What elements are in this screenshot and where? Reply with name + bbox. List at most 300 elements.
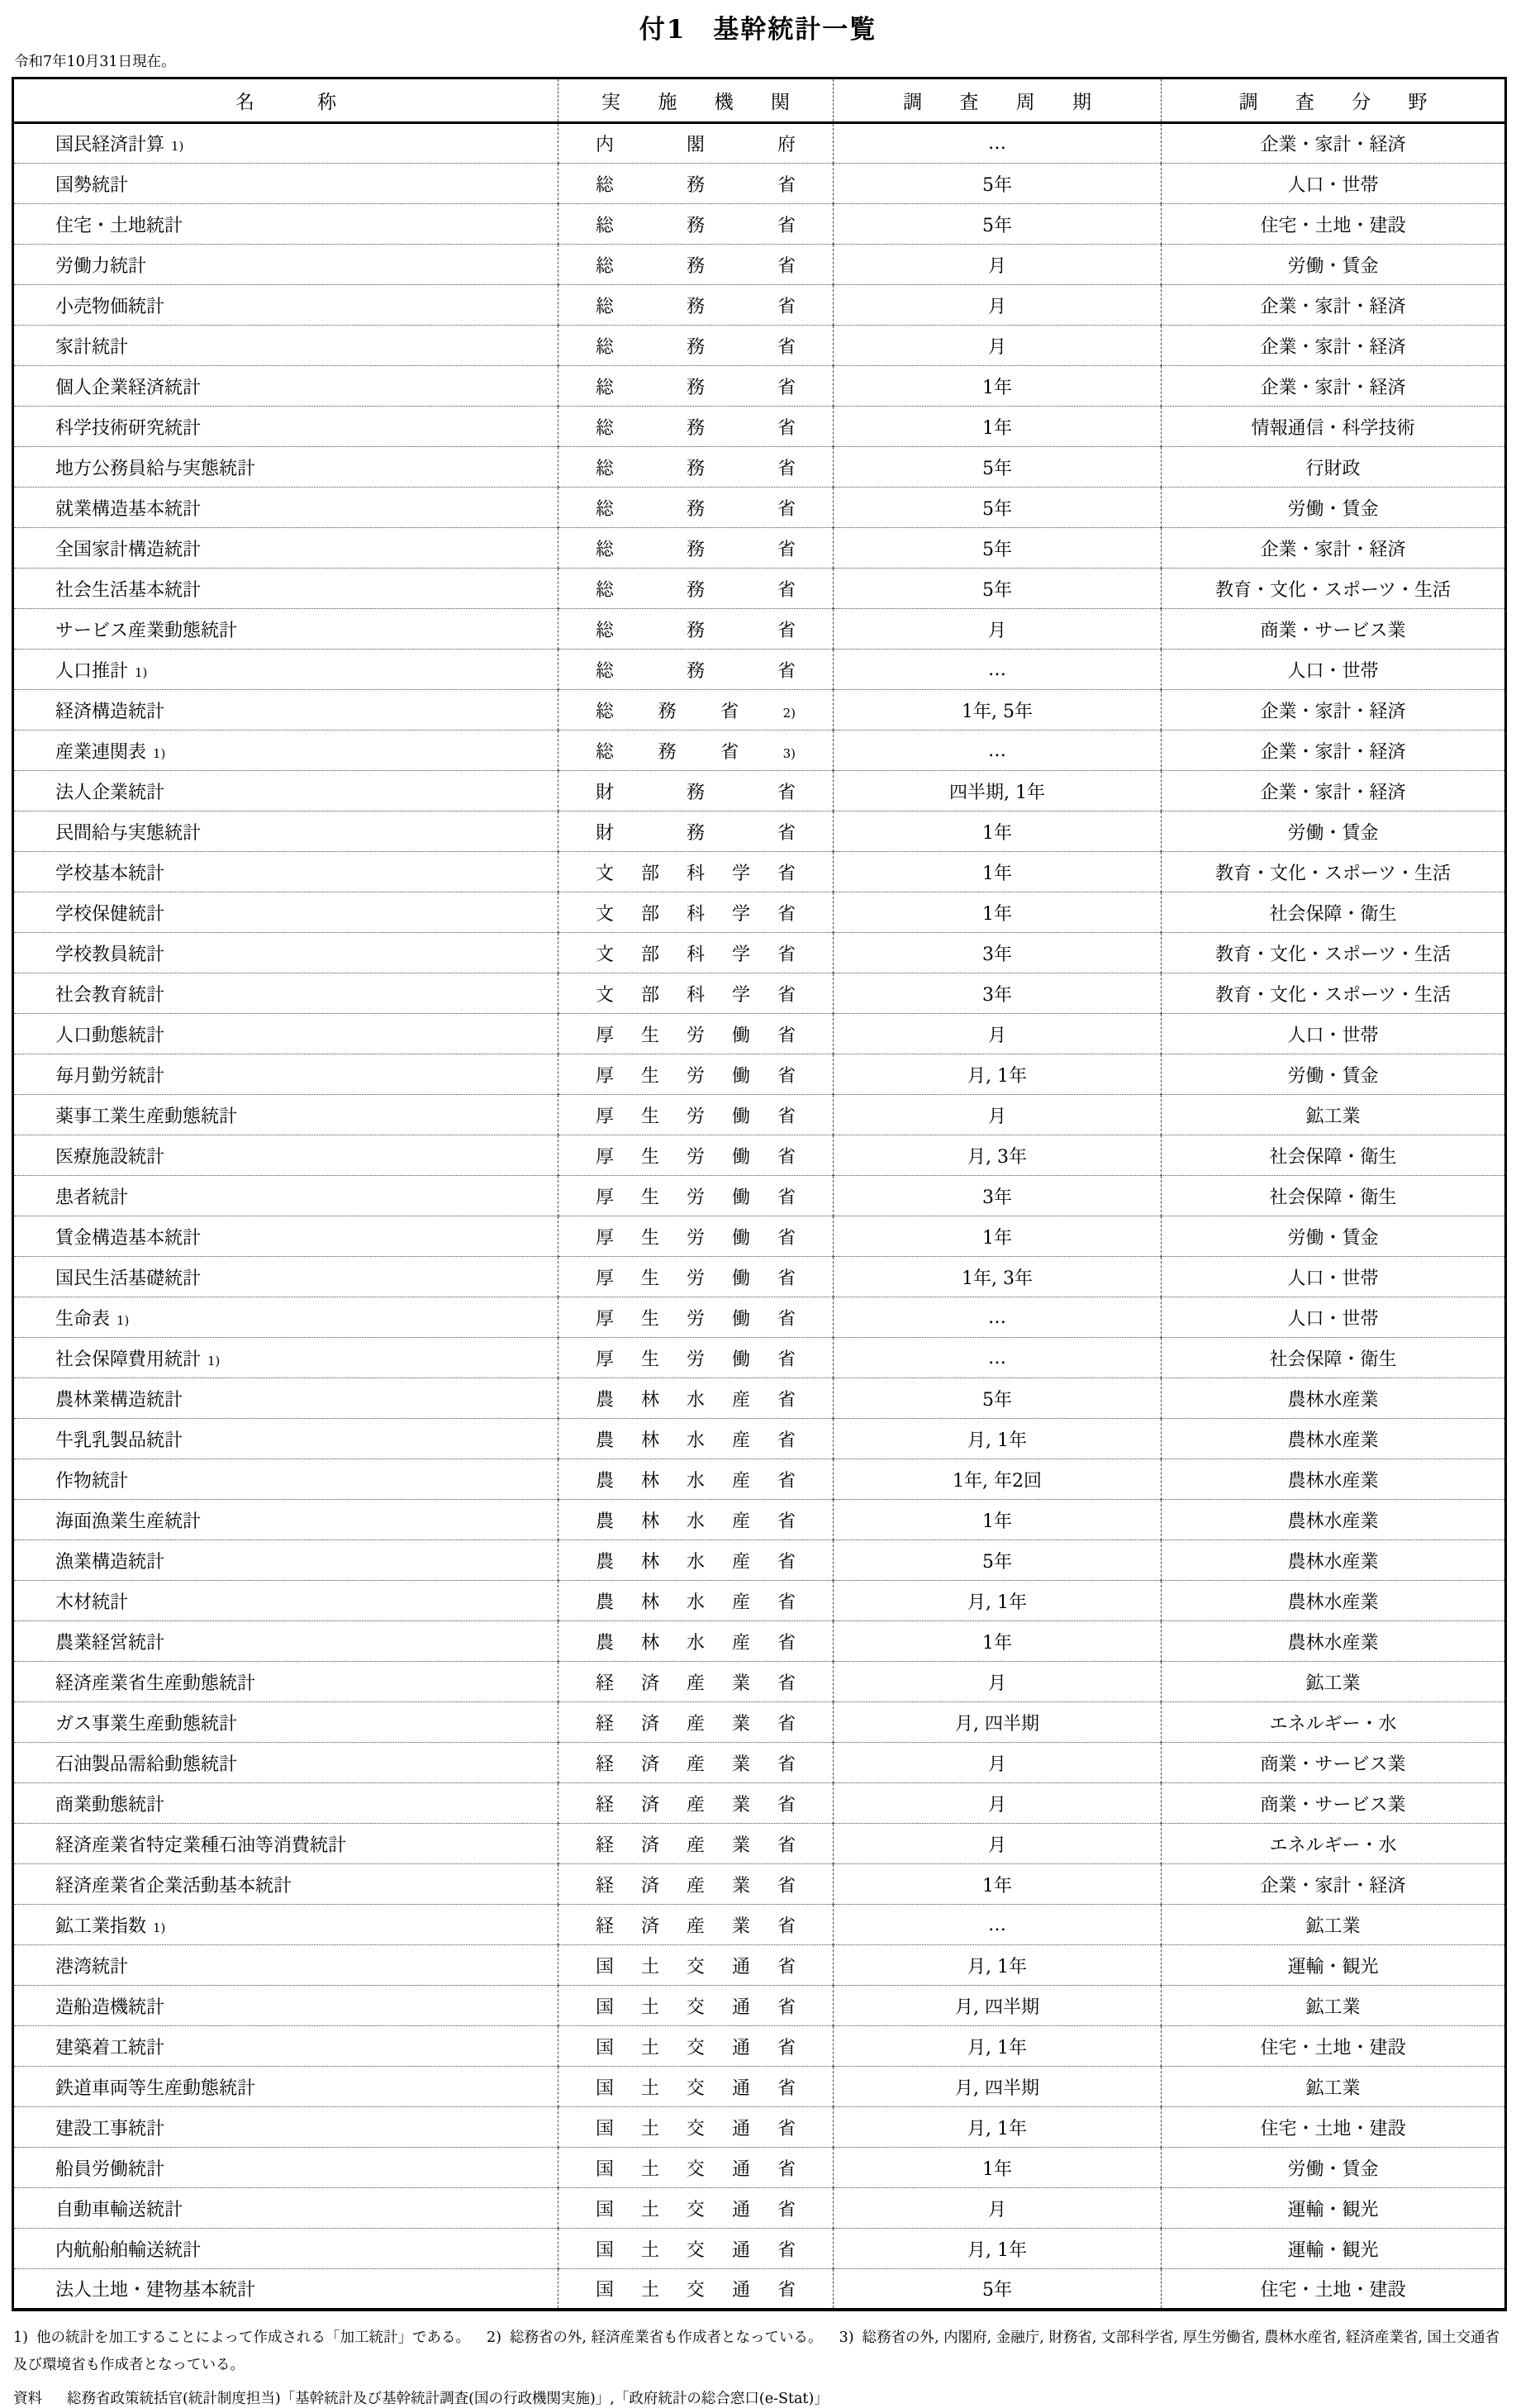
agency-name: 文 部 科 学 省: [596, 903, 796, 925]
table-row: [13, 771, 1506, 811]
cycle-cell: 四半期, 1年: [834, 771, 1162, 811]
agency-name: 総 務 省: [596, 539, 796, 560]
table-row: [13, 2229, 1506, 2269]
field-cell: 労働・賃金: [1162, 2148, 1506, 2188]
name-cell: [13, 1500, 558, 1540]
table-row: [13, 1014, 1506, 1054]
cycle-cell: 1年, 3年: [834, 1257, 1162, 1297]
agency-name: 総 務 省: [596, 377, 796, 398]
field-cell: 農林水産業: [1162, 1378, 1506, 1419]
name-cell: [13, 1824, 558, 1864]
agency-name: 経 済 産 業 省: [596, 1875, 796, 1896]
field-cell: 労働・賃金: [1162, 1054, 1506, 1095]
table-row: [13, 164, 1506, 204]
agency-name: 農 林 水 産 省: [596, 1470, 796, 1492]
agency-name: 経 済 産 業 省: [596, 1915, 796, 1937]
agency-name: 国 土 交 通 省: [596, 2279, 796, 2301]
name-cell: [13, 1297, 558, 1338]
name-cell: [13, 164, 558, 204]
agency-cell: [558, 2188, 834, 2229]
field-cell: 人口・世帯: [1162, 650, 1506, 690]
agency-cell: [558, 1500, 834, 1540]
table-row: [13, 488, 1506, 528]
agency-cell: [558, 204, 834, 245]
agency-name: 厚 生 労 働 省: [596, 1106, 796, 1127]
table-row: [13, 811, 1506, 852]
agency-name: 厚 生 労 働 省: [596, 1227, 796, 1249]
table-row: [13, 730, 1506, 771]
agency-footnote-marker: 2): [782, 705, 796, 721]
name-cell: [13, 326, 558, 366]
cycle-cell: 3年: [834, 933, 1162, 973]
statistic-name: 法人土地・建物基本統計: [55, 2279, 256, 2301]
statistic-name: 個人企業経済統計: [55, 377, 202, 398]
cycle-cell: 月, 1年: [834, 1054, 1162, 1095]
statistic-name: 国勢統計: [55, 174, 129, 196]
table-row: [13, 1581, 1506, 1621]
table-row: [13, 1054, 1506, 1095]
cycle-cell: 1年: [834, 852, 1162, 892]
agency-name: 総 務 省: [596, 620, 796, 641]
agency-cell: [558, 852, 834, 892]
agency-name: 総 務 省: [596, 458, 796, 479]
cycle-cell: …: [834, 650, 1162, 690]
statistic-name: 地方公務員給与実態統計: [55, 458, 256, 479]
name-cell: [13, 690, 558, 730]
agency-name: 総 務 省: [596, 660, 796, 682]
statistic-name: 生命表: [55, 1308, 111, 1330]
name-cell: [13, 933, 558, 973]
footnote-text: 総務省の外, 経済産業省も作成者となっている。: [509, 2329, 823, 2346]
statistic-name: 科学技術研究統計: [55, 417, 202, 439]
statistic-name: 国民経済計算: [55, 135, 165, 155]
field-cell: 社会保障・衛生: [1162, 1338, 1506, 1378]
agency-name: 経 済 産 業 省: [596, 1835, 796, 1856]
name-cell: [13, 528, 558, 569]
table-row: [13, 1986, 1506, 2026]
table-row: [13, 1824, 1506, 1864]
statistic-name: 薬事工業生産動態統計: [55, 1106, 238, 1127]
footnote-marker: 1): [13, 2329, 28, 2346]
agency-cell: [558, 1986, 834, 2026]
agency-name: 農 林 水 産 省: [596, 1551, 796, 1573]
cycle-cell: 1年: [834, 1864, 1162, 1905]
cycle-cell: …: [834, 730, 1162, 771]
field-cell: 商業・サービス業: [1162, 1783, 1506, 1824]
name-cell: [13, 852, 558, 892]
statistic-name: 農林業構造統計: [55, 1389, 183, 1411]
agency-cell: [558, 892, 834, 933]
agency-name: 農 林 水 産 省: [596, 1592, 796, 1613]
table-row: [13, 1135, 1506, 1176]
field-cell: 住宅・土地・建設: [1162, 2269, 1506, 2310]
table-row: [13, 1702, 1506, 1743]
field-cell: 人口・世帯: [1162, 164, 1506, 204]
cycle-cell: 月: [834, 1743, 1162, 1783]
cycle-cell: 1年: [834, 2148, 1162, 2188]
agency-name: 国 土 交 通 省: [596, 2077, 796, 2099]
agency-cell: [558, 1783, 834, 1824]
agency-name: 厚 生 労 働 省: [596, 1349, 796, 1370]
field-cell: 鉱工業: [1162, 1905, 1506, 1945]
agency-cell: [558, 650, 834, 690]
name-cell: [13, 2107, 558, 2148]
statistic-name: 木材統計: [55, 1592, 129, 1613]
statistic-name: 人口推計: [55, 660, 129, 682]
field-cell: 企業・家計・経済: [1162, 690, 1506, 730]
field-cell: 農林水産業: [1162, 1540, 1506, 1581]
agency-cell: [558, 1702, 834, 1743]
name-cell: [13, 892, 558, 933]
table-row: [13, 1378, 1506, 1419]
statistic-name: 産業連関表: [55, 741, 147, 763]
cycle-cell: 月: [834, 326, 1162, 366]
agency-cell: [558, 1216, 834, 1257]
cycle-cell: 月, 3年: [834, 1135, 1162, 1176]
table-row: [13, 1297, 1506, 1338]
field-cell: エネルギー・水: [1162, 1702, 1506, 1743]
source-label: 資料: [13, 2390, 42, 2407]
cycle-cell: 1年: [834, 1216, 1162, 1257]
cycle-cell: 月, 1年: [834, 2107, 1162, 2148]
table-row: [13, 1743, 1506, 1783]
name-footnote-marker: 1): [171, 139, 184, 154]
cycle-cell: 1年: [834, 1500, 1162, 1540]
table-row: [13, 2026, 1506, 2067]
name-cell: [13, 1419, 558, 1459]
name-cell: [13, 285, 558, 326]
cycle-cell: 5年: [834, 2269, 1162, 2310]
agency-name: 経 済 産 業 省: [596, 1754, 796, 1775]
table-header-row: [13, 79, 1506, 123]
cycle-cell: 5年: [834, 1378, 1162, 1419]
table-row: [13, 204, 1506, 245]
name-cell: [13, 609, 558, 650]
field-cell: 教育・文化・スポーツ・生活: [1162, 852, 1506, 892]
agency-name: 経 済 産 業 省: [596, 1713, 796, 1735]
name-cell: [13, 1095, 558, 1135]
table-row: [13, 285, 1506, 326]
statistic-name: 港湾統計: [55, 1956, 129, 1977]
cycle-cell: 5年: [834, 447, 1162, 488]
name-footnote-marker: 1): [135, 664, 148, 680]
agency-name: 総 務 省: [596, 296, 796, 317]
name-cell: [13, 1378, 558, 1419]
field-cell: 教育・文化・スポーツ・生活: [1162, 569, 1506, 609]
agency-cell: [558, 447, 834, 488]
cycle-cell: 月, 四半期: [834, 1986, 1162, 2026]
cycle-cell: 月: [834, 245, 1162, 285]
name-cell: [13, 1540, 558, 1581]
field-cell: 企業・家計・経済: [1162, 771, 1506, 811]
cycle-cell: 1年: [834, 811, 1162, 852]
agency-name: 厚 生 労 働 省: [596, 1146, 796, 1168]
agency-cell: [558, 2107, 834, 2148]
agency-name: 内 閣 府: [596, 135, 796, 155]
table-row: [13, 690, 1506, 730]
agency-name: 文 部 科 学 省: [596, 984, 796, 1006]
field-cell: 社会保障・衛生: [1162, 892, 1506, 933]
cycle-cell: 月: [834, 1014, 1162, 1054]
statistic-name: 建築着工統計: [55, 2037, 165, 2058]
agency-cell: [558, 1135, 834, 1176]
name-cell: [13, 1621, 558, 1662]
name-cell: [13, 1014, 558, 1054]
as-of-date: 令和7年10月31日現在。: [14, 54, 176, 70]
agency-name: 厚 生 労 働 省: [596, 1025, 796, 1046]
table-row: [13, 366, 1506, 407]
statistic-name: 船員労働統計: [55, 2158, 165, 2180]
agency-cell: [558, 1176, 834, 1216]
statistic-name: 住宅・土地統計: [55, 215, 183, 236]
agency-cell: [558, 1662, 834, 1702]
name-cell: [13, 1702, 558, 1743]
footnote-text: 総務省の外, 内閣府, 金融庁, 財務省, 文部科学省, 厚生労働省, 農林水産省, 経済産業省, 国土交通省及び環境省も作成者となっている。: [13, 2329, 1500, 2374]
agency-cell: [558, 1905, 834, 1945]
cycle-cell: 月, 1年: [834, 2026, 1162, 2067]
name-footnote-marker: 1): [153, 1920, 166, 1935]
statistic-name: 海面漁業生産統計: [55, 1511, 202, 1532]
agency-cell: [558, 1824, 834, 1864]
table-row: [13, 2148, 1506, 2188]
name-cell: [13, 245, 558, 285]
name-cell: [13, 447, 558, 488]
agency-name: 国 土 交 通 省: [596, 2118, 796, 2139]
cycle-cell: 1年, 年2回: [834, 1459, 1162, 1500]
name-cell: [13, 204, 558, 245]
table-row: [13, 892, 1506, 933]
statistic-name: 人口動態統計: [55, 1025, 165, 1046]
agency-cell: [558, 1864, 834, 1905]
name-cell: [13, 1783, 558, 1824]
agency-cell: [558, 488, 834, 528]
agency-name: 厚 生 労 働 省: [596, 1187, 796, 1208]
table-row: [13, 1662, 1506, 1702]
agency-cell: [558, 1945, 834, 1986]
statistic-name: 全国家計構造統計: [55, 539, 202, 560]
agency-cell: [558, 1378, 834, 1419]
name-cell: [13, 1135, 558, 1176]
field-cell: 鉱工業: [1162, 2067, 1506, 2107]
agency-name: 農 林 水 産 省: [596, 1511, 796, 1532]
agency-cell: [558, 609, 834, 650]
table-row: [13, 1621, 1506, 1662]
agency-cell: [558, 1297, 834, 1338]
agency-name: 総 務 省: [596, 579, 796, 601]
table-row: [13, 973, 1506, 1014]
statistic-name: 医療施設統計: [55, 1146, 165, 1168]
agency-cell: [558, 2269, 834, 2310]
cycle-cell: 月, 1年: [834, 1581, 1162, 1621]
column-header-name: 名 称: [13, 79, 558, 123]
cycle-cell: 1年: [834, 892, 1162, 933]
field-cell: 商業・サービス業: [1162, 609, 1506, 650]
statistic-name: サービス産業動態統計: [55, 620, 238, 641]
field-cell: 運輸・観光: [1162, 2188, 1506, 2229]
table-row: [13, 2067, 1506, 2107]
table-row: [13, 1459, 1506, 1500]
agency-name: 国 土 交 通 省: [596, 2199, 796, 2220]
agency-cell: [558, 1621, 834, 1662]
name-cell: [13, 2269, 558, 2310]
field-cell: 商業・サービス業: [1162, 1743, 1506, 1783]
statistic-name: 造船造機統計: [55, 1996, 165, 2018]
field-cell: エネルギー・水: [1162, 1824, 1506, 1864]
field-cell: 運輸・観光: [1162, 1945, 1506, 1986]
field-cell: 企業・家計・経済: [1162, 366, 1506, 407]
field-cell: 人口・世帯: [1162, 1257, 1506, 1297]
agency-cell: [558, 933, 834, 973]
agency-name: 農 林 水 産 省: [596, 1389, 796, 1411]
field-cell: 住宅・土地・建設: [1162, 2026, 1506, 2067]
agency-cell: [558, 1581, 834, 1621]
cycle-cell: 月: [834, 1095, 1162, 1135]
name-cell: [13, 2188, 558, 2229]
statistic-name: 社会教育統計: [55, 984, 165, 1006]
cycle-cell: 月, 1年: [834, 2229, 1162, 2269]
agency-cell: [558, 690, 834, 730]
agency-name: 経 済 産 業 省: [596, 1794, 796, 1816]
table-row: [13, 650, 1506, 690]
column-header-agency: 実 施 機 関: [558, 79, 834, 123]
field-cell: 農林水産業: [1162, 1459, 1506, 1500]
name-cell: [13, 973, 558, 1014]
name-cell: [13, 569, 558, 609]
agency-cell: [558, 2148, 834, 2188]
field-cell: 農林水産業: [1162, 1419, 1506, 1459]
agency-cell: [558, 1014, 834, 1054]
cycle-cell: 5年: [834, 164, 1162, 204]
name-cell: [13, 1986, 558, 2026]
cycle-cell: 月, 1年: [834, 1419, 1162, 1459]
cycle-cell: 1年: [834, 1621, 1162, 1662]
field-cell: 労働・賃金: [1162, 1216, 1506, 1257]
statistic-name: ガス事業生産動態統計: [55, 1713, 238, 1735]
statistic-name: 内航船舶輸送統計: [55, 2239, 202, 2261]
statistic-name: 家計統計: [55, 336, 129, 358]
statistic-name: 漁業構造統計: [55, 1551, 165, 1573]
table-row: [13, 2269, 1506, 2310]
field-cell: 農林水産業: [1162, 1581, 1506, 1621]
cycle-cell: 月: [834, 609, 1162, 650]
statistic-name: 民間給与実態統計: [55, 822, 202, 844]
statistic-name: 賃金構造基本統計: [55, 1227, 202, 1249]
cycle-cell: 月: [834, 285, 1162, 326]
stats-table-body: [13, 123, 1506, 2310]
cycle-cell: 1年: [834, 366, 1162, 407]
cycle-cell: 3年: [834, 973, 1162, 1014]
fundamental-statistics-table: [12, 77, 1507, 2311]
field-cell: 企業・家計・経済: [1162, 730, 1506, 771]
statistic-name: 国民生活基礎統計: [55, 1268, 202, 1289]
agency-name: 農 林 水 産 省: [596, 1632, 796, 1654]
agency-name: 国 土 交 通 省: [596, 1956, 796, 1977]
table-row: [13, 2188, 1506, 2229]
field-cell: 運輸・観光: [1162, 2229, 1506, 2269]
name-footnote-marker: 1): [153, 745, 166, 761]
field-cell: 教育・文化・スポーツ・生活: [1162, 933, 1506, 973]
statistic-name: 毎月勤労統計: [55, 1065, 165, 1087]
statistic-name: 石油製品需給動態統計: [55, 1754, 238, 1775]
field-cell: 住宅・土地・建設: [1162, 204, 1506, 245]
name-cell: [13, 1662, 558, 1702]
agency-cell: [558, 973, 834, 1014]
field-cell: 企業・家計・経済: [1162, 326, 1506, 366]
agency-footnote-marker: 3): [782, 745, 796, 761]
cycle-cell: 5年: [834, 488, 1162, 528]
table-row: [13, 1500, 1506, 1540]
agency-name: 総 務 省: [596, 255, 796, 277]
agency-name: 国 土 交 通 省: [596, 2239, 796, 2261]
agency-name: 農 林 水 産 省: [596, 1430, 796, 1451]
agency-cell: [558, 528, 834, 569]
statistic-name: 経済構造統計: [55, 701, 165, 722]
agency-cell: [558, 2229, 834, 2269]
agency-cell: [558, 1540, 834, 1581]
field-cell: 労働・賃金: [1162, 488, 1506, 528]
name-cell: [13, 1581, 558, 1621]
field-cell: 労働・賃金: [1162, 811, 1506, 852]
name-cell: [13, 1905, 558, 1945]
statistic-name: 建設工事統計: [55, 2118, 165, 2139]
name-cell: [13, 1257, 558, 1297]
name-cell: [13, 1054, 558, 1095]
name-cell: [13, 123, 558, 164]
footnote-marker: 2): [486, 2329, 501, 2346]
column-header-cycle: 調 査 周 期: [834, 79, 1162, 123]
cycle-cell: 3年: [834, 1176, 1162, 1216]
name-cell: [13, 1216, 558, 1257]
agency-name: 厚 生 労 働 省: [596, 1268, 796, 1289]
name-cell: [13, 1459, 558, 1500]
agency-cell: [558, 771, 834, 811]
name-cell: [13, 771, 558, 811]
name-cell: [13, 650, 558, 690]
agency-name: 経 済 産 業 省: [596, 1673, 796, 1694]
field-cell: 鉱工業: [1162, 1095, 1506, 1135]
agency-cell: [558, 1257, 834, 1297]
agency-name: 総 務 省: [596, 498, 796, 520]
agency-name: 厚 生 労 働 省: [596, 1308, 796, 1330]
footnote-text: 他の統計を加工することによって作成される「加工統計」である。: [36, 2329, 470, 2346]
table-row: [13, 528, 1506, 569]
name-cell: [13, 488, 558, 528]
cycle-cell: 月: [834, 1824, 1162, 1864]
cycle-cell: 5年: [834, 204, 1162, 245]
name-footnote-marker: 1): [116, 1312, 130, 1328]
agency-name: 総 務 省: [596, 417, 796, 439]
table-row: [13, 123, 1506, 164]
cycle-cell: …: [834, 1905, 1162, 1945]
agency-cell: [558, 730, 834, 771]
cycle-cell: 月, 四半期: [834, 2067, 1162, 2107]
statistic-name: 鉄道車両等生産動態統計: [55, 2077, 256, 2099]
agency-cell: [558, 2026, 834, 2067]
field-cell: 社会保障・衛生: [1162, 1176, 1506, 1216]
field-cell: 企業・家計・経済: [1260, 135, 1406, 155]
statistic-name: 小売物価統計: [55, 296, 165, 317]
agency-name: 厚 生 労 働 省: [596, 1065, 796, 1087]
agency-cell: [558, 1419, 834, 1459]
name-cell: [13, 811, 558, 852]
statistic-name: 法人企業統計: [55, 782, 165, 803]
name-cell: [13, 2229, 558, 2269]
table-row: [13, 1216, 1506, 1257]
name-cell: [13, 1743, 558, 1783]
cycle-cell: 月: [834, 1783, 1162, 1824]
table-row: [13, 852, 1506, 892]
statistic-name: 社会保障費用統計: [55, 1349, 202, 1370]
